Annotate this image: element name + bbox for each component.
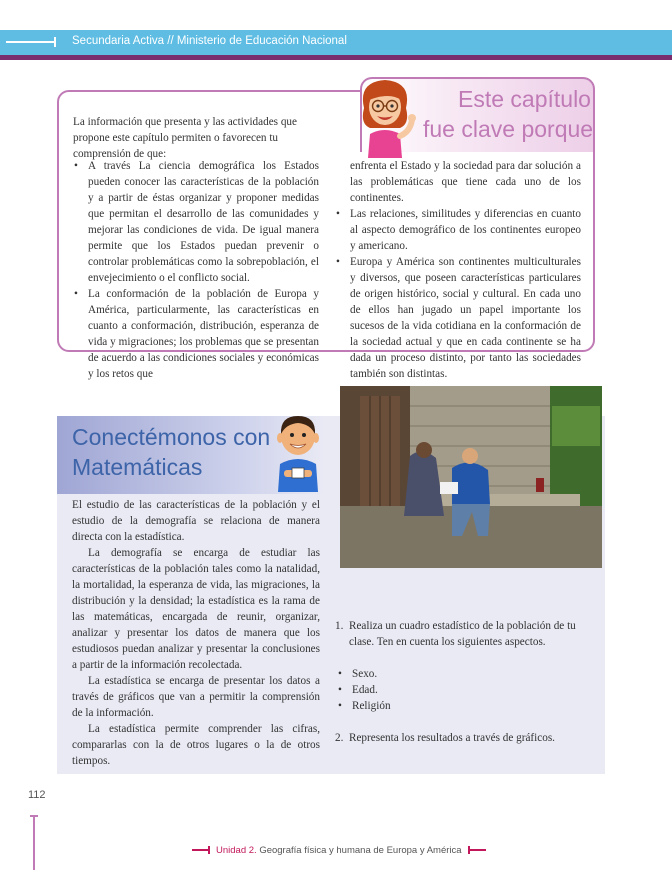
header-rule xyxy=(0,55,672,60)
list-item: • A través La ciencia demográfica los Estados pueden conocer las características de la población y a partir de éstas organizar y proponer medidas que permitan el desarrollo de las comunidades y mejorar las condiciones de vida. De igual manera permite que los Estados puedan prevenir o controlar problemáticas como la sobrepoblación, el envejecimiento o el conflicto social. xyxy=(73,158,319,286)
chapter-intro-text: La información que presenta y las actividades que propone este capítulo permiten o favorecen tu comprensión de que: xyxy=(73,116,297,160)
chapter-title-line1: Este capítulo xyxy=(458,86,591,112)
activity-number: 2. xyxy=(335,732,344,744)
activity-text: Representa los resultados a través de gráficos. xyxy=(349,732,555,744)
chapter-title-line2: fue clave porque xyxy=(423,116,594,142)
chapter-column-right xyxy=(335,158,581,382)
student-boy-illustration xyxy=(272,412,324,492)
header-series-title: Secundaria Activa // Ministerio de Educación Nacional xyxy=(72,35,347,47)
activity-number: 1. xyxy=(335,620,344,632)
list-item-continuation: enfrenta el Estado y la sociedad para dar solución a las problemáticas que tiene cada uno de los continentes. xyxy=(350,160,581,204)
header-marker xyxy=(6,41,56,43)
math-title-line1: Conectémonos con xyxy=(72,424,271,450)
teacher-girl-illustration xyxy=(350,74,420,158)
paragraph: La demografía se encarga de estudiar las características de la población tales como la natalidad, la mortalidad, la esperanza de vida, las migraciones, la distribución y la densidad; la estadística es la rama de las matemáticas, encargada de reunir, organizar, analizar y presentar los datos de manera que los estudiosos puedan analizar y presentar la conclusiones a partir de la información recolectada. xyxy=(72,547,320,671)
footer-arrow-right xyxy=(468,849,486,851)
footer-unit xyxy=(186,845,492,856)
paragraph: El estudio de las características de la población y el estudio de la demografía se relaciona de manera directa con la estadística. xyxy=(72,499,320,543)
footer-arrow-left xyxy=(192,849,210,851)
activity-text: Realiza un cuadro estadístico de la población de tu clase. Ten en cuenta los siguientes aspectos. xyxy=(349,620,576,648)
activity-item-2 xyxy=(335,730,590,746)
footer-unit-title: Geografía física y humana de Europa y América xyxy=(259,845,462,856)
list-item: • Europa y América son continentes multiculturales y diversos, que poseen características particulares de origen histórico, social y cultural. En cada uno de ellos han jugado un papel importante los sucesos de la vida cotidiana en la conformación de la sociedad actual y que en cada continente se ha dada un proceso distinto, por tanto las sociedades también son distintas. xyxy=(335,254,581,382)
paragraph: La estadística permite comprender las cifras, compararlas con la de otros lugares o la de otros tiempos. xyxy=(72,723,320,767)
list-item: • La conformación de la población de Europa y América, particularmente, las características en cuanto a conformación, distribución, esperanza de vida y migraciones; los problemas que se presentan de acuerdo a las condiciones sociales y económicas y los retos que xyxy=(73,286,319,382)
math-body-text xyxy=(72,497,320,769)
list-item: • Edad. xyxy=(337,682,590,698)
paragraph: La estadística se encarga de presentar los datos a través de gráficos que van a permitir la comprensión de la información. xyxy=(72,675,320,719)
list-item: • Religión xyxy=(337,698,590,714)
math-title-line2: Matemáticas xyxy=(72,454,203,480)
page-number: 112 xyxy=(28,789,46,801)
list-item: • Sexo. xyxy=(337,666,590,682)
activity-instructions xyxy=(335,618,590,746)
footer-unit-label: Unidad 2. xyxy=(216,845,257,856)
list-item: • Las relaciones, similitudes y diferencias en cuanto al aspecto demográfico de los continentes europeo y americano. xyxy=(335,206,581,254)
chapter-column-left xyxy=(73,158,319,382)
activity-item-1 xyxy=(335,618,590,650)
page-margin-rule xyxy=(33,815,35,870)
rural-survey-photo xyxy=(340,386,602,568)
aspect-list xyxy=(337,666,590,714)
